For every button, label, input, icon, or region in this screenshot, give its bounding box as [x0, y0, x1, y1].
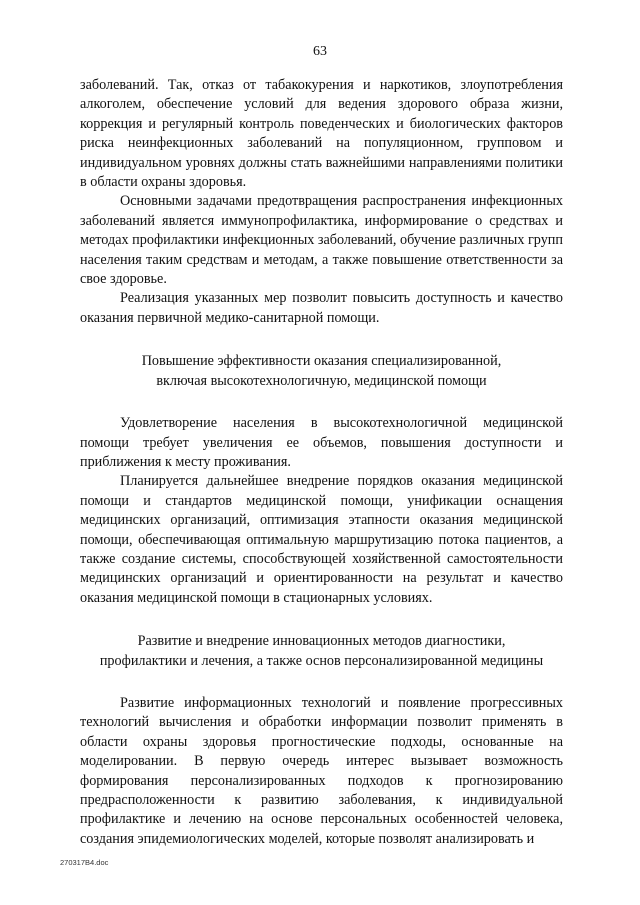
heading-line: включая высокотехнологичную, медицинской помощи: [156, 372, 487, 389]
paragraph-intro-continued: заболеваний. Так, отказ от табакокурения и наркотиков, злоупотребления алкоголем, обеспечение условий для ведения здорового образа жизни, коррекция и регулярный контроль поведенческих и биологических факторов риска неинфекционных заболеваний на популяционном, групповом и индивидуальном уровнях должны стать важнейшими направлениями политики в области охраны здоровья.: [80, 77, 563, 191]
paragraph-care-procedures: Планируется дальнейшее внедрение порядков оказания медицинской помощи и стандартов медицинской помощи, унификации оснащения медицинских организаций, оптимизация этапности оказания медицинской помощи, обеспечивающая оптимальную маршрутизацию потока пациентов, а также создание системы, способствующей хозяйственной самостоятельности медицинских организаций и ориентированности на результат и качество оказания медицинской помощи в стационарных условиях.: [80, 473, 563, 606]
heading-line: Повышение эффективности оказания специализированной,: [141, 353, 502, 370]
section-heading-innovative-methods: [80, 632, 563, 671]
paragraph-high-tech-demand: Удовлетворение населения в высокотехнологичной медицинской помощи требует увеличения ее объемов, повышения доступности и приближения к месту проживания.: [80, 415, 563, 470]
paragraph-primary-care: Реализация указанных мер позволит повысить доступность и качество оказания первичной медико-санитарной помощи.: [80, 290, 563, 326]
section-heading-specialized-care: [80, 352, 563, 391]
paragraph-information-technology: Развитие информационных технологий и появление прогрессивных технологий вычисления и обработки информации позволит применять в области охраны здоровья прогностические подходы, основанные на моделировании. В первую очередь интерес вызывает возможность формирования персонализированных подходов к прогнозированию предрасположенности к развитию заболевания, к индивидуальной профилактике и лечению на основе персональных особенностей человека, создания эпидемиологических моделей, которые позволят анализировать и: [80, 694, 563, 847]
heading-line: профилактики и лечения, а также основ персонализированной медицины: [99, 652, 544, 669]
heading-line: Развитие и внедрение инновационных методов диагностики,: [137, 633, 506, 650]
paragraph-infectious-prevention: Основными задачами предотвращения распространения инфекционных заболеваний является иммунопрофилактика, информирование о средствах и методах профилактики инфекционных заболеваний, обучение различных групп населения таким средствам и методам, а также повышение ответственности за свое здоровье.: [80, 193, 563, 288]
document-body: [80, 76, 563, 849]
page-number: 63: [313, 44, 327, 59]
footer-filename: 270317В4.doc: [60, 858, 109, 867]
